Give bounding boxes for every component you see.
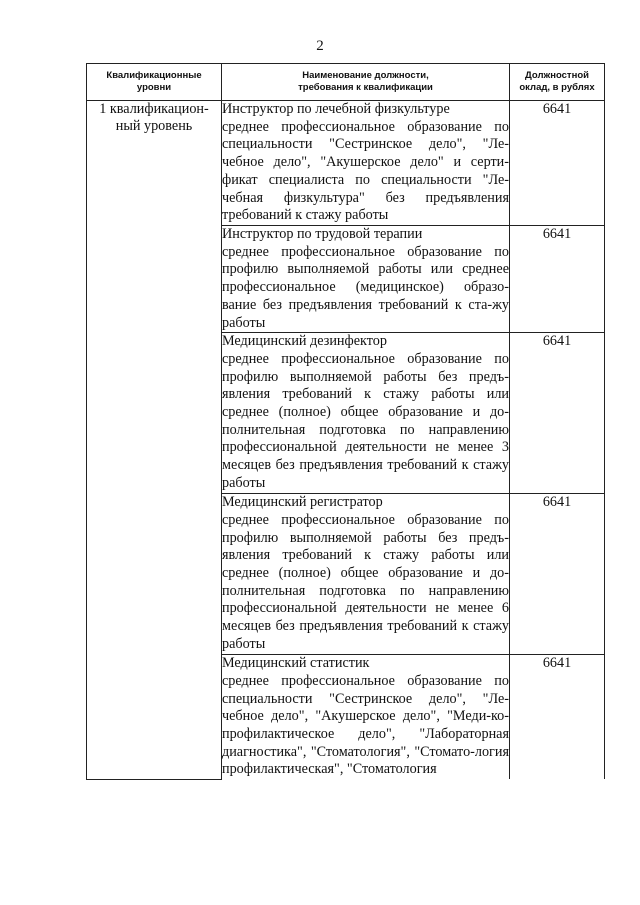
header-salary bbox=[510, 64, 605, 101]
salary-cell: 6641 bbox=[510, 655, 605, 779]
position-requirements: среднее профессиональное образование по специальности "Сестринское дело", "Ле-чебное дело", "Акушерское дело" и серти-фикат специалиста по специальности "Ле-чебная физкультура" без предъявления требований к стажу работы bbox=[222, 118, 509, 224]
header-text: оклад, в рублях bbox=[519, 82, 595, 93]
position-requirements: среднее профессиональное образование по специальности "Сестринское дело", "Ле-чебное дело", "Акушерское дело", "Меди-ко-профилактическое дело", "Лабораторная диагностика", "Стоматология", "Стомато-логия профилактическая", "Стоматология bbox=[222, 672, 509, 778]
salary-cell: 6641 bbox=[510, 494, 605, 655]
header-text: уровни bbox=[136, 82, 172, 93]
table-row bbox=[87, 101, 605, 226]
page-number: 2 bbox=[316, 38, 324, 54]
header-text: Наименование должности, bbox=[302, 70, 429, 81]
position-title: Инструктор по лечебной физкультуре bbox=[222, 101, 450, 117]
qualification-level-label: 1 квалификацион- ный уровень bbox=[99, 101, 209, 134]
position-cell bbox=[222, 655, 510, 779]
position-cell bbox=[222, 494, 510, 655]
position-cell bbox=[222, 226, 510, 333]
header-text: Должностной bbox=[525, 70, 589, 81]
position-title: Медицинский статистик bbox=[222, 655, 370, 672]
table-header-row bbox=[87, 64, 605, 101]
position-requirements: среднее профессиональное образование по профилю выполняемой работы или среднее профессиональное (медицинское) образо-вание без предъявления требований к ста-жу работы bbox=[222, 243, 509, 331]
header-text: требования к квалификации bbox=[298, 82, 433, 93]
header-qualification-levels bbox=[87, 64, 222, 101]
qualification-level-cell bbox=[87, 101, 222, 780]
position-cell bbox=[222, 101, 510, 226]
position-cell bbox=[222, 333, 510, 494]
header-position-requirements bbox=[222, 64, 510, 101]
salary-cell: 6641 bbox=[510, 333, 605, 494]
qualification-table bbox=[86, 63, 605, 780]
position-requirements: среднее профессиональное образование по профилю выполняемой работы без предъ-явления требований к стажу работы или среднее (полное) общее образование и до-полнительная подготовка по направлению профессиональной деятельности не менее 3 месяцев без предъявления требований к стажу работы bbox=[222, 350, 509, 491]
header-text: Квалификационные bbox=[106, 70, 202, 81]
salary-cell: 6641 bbox=[510, 226, 605, 333]
position-title: Медицинский регистратор bbox=[222, 494, 383, 511]
position-requirements: среднее профессиональное образование по профилю выполняемой работы без предъ-явления требований к стажу работы или среднее (полное) общее образование и до-полнительная подготовка по направлению профессиональной деятельности не менее 6 месяцев без предъявления требований к стажу работы bbox=[222, 511, 509, 652]
salary-cell: 6641 bbox=[510, 101, 605, 226]
position-title: Медицинский дезинфектор bbox=[222, 333, 387, 350]
position-title: Инструктор по трудовой терапии bbox=[222, 226, 423, 242]
